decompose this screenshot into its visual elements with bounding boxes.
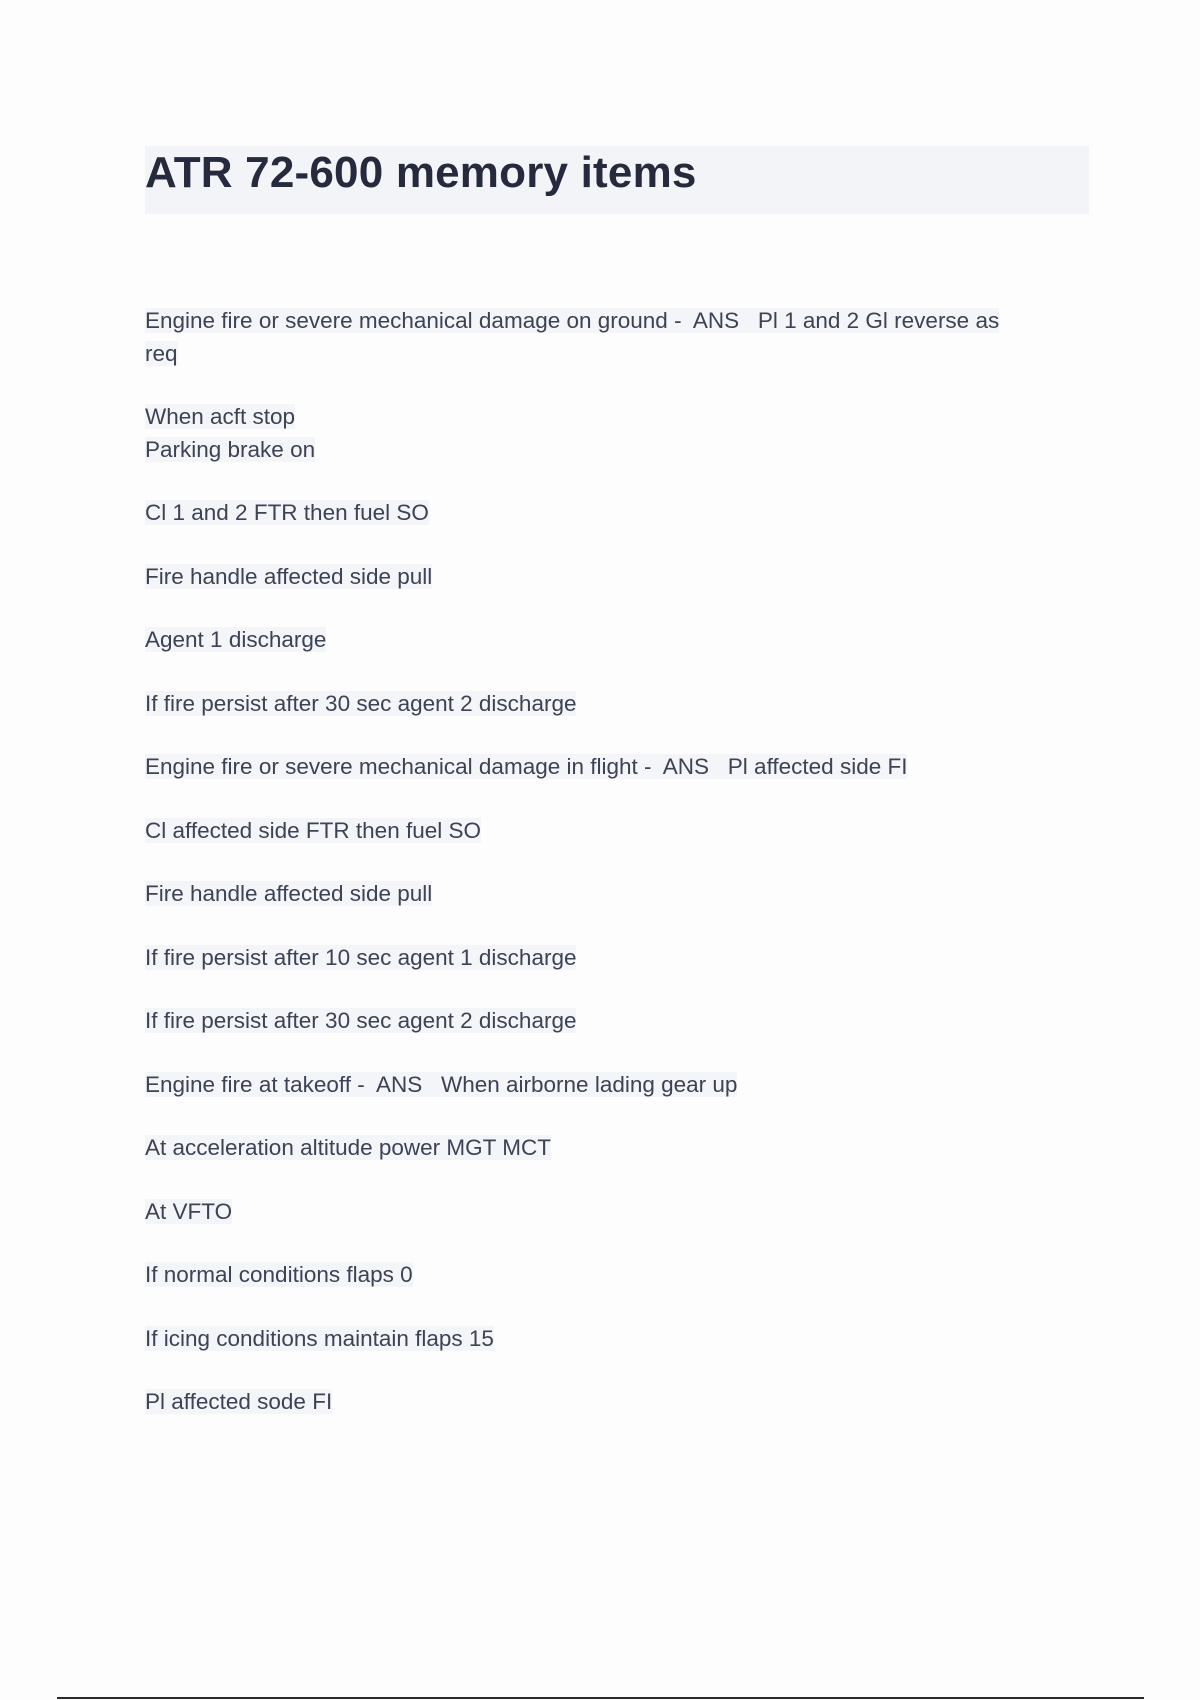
memory-item	[145, 1323, 1075, 1356]
memory-item	[145, 1196, 1075, 1229]
item-line: Cl 1 and 2 FTR then fuel SO	[145, 500, 429, 525]
item-line: Agent 1 discharge	[145, 627, 327, 652]
item-line: If icing conditions maintain flaps 15	[145, 1325, 494, 1351]
item-line: req	[145, 340, 178, 366]
memory-item	[145, 942, 1075, 975]
item-line: When acft stop	[145, 404, 296, 429]
page-title: ATR 72-600 memory items	[145, 148, 697, 197]
item-line: At VFTO	[145, 1198, 233, 1224]
memory-item	[145, 561, 1075, 594]
memory-item	[145, 401, 1075, 466]
memory-item	[145, 1132, 1075, 1165]
item-line: Engine fire or severe mechanical damage on ground - ANS Pl 1 and 2 Gl reverse as	[145, 308, 1000, 333]
item-line: Fire handle affected side pull	[145, 563, 433, 589]
memory-item	[145, 497, 1075, 530]
item-line: Pl affected sode FI	[145, 1389, 333, 1414]
item-line: If fire persist after 30 sec agent 2 discharge	[145, 1008, 577, 1033]
memory-item	[145, 751, 1075, 784]
memory-item	[145, 1005, 1075, 1038]
item-line: At acceleration altitude power MGT MCT	[145, 1135, 551, 1160]
item-line: Parking brake on	[145, 436, 316, 462]
item-line: If fire persist after 10 sec agent 1 discharge	[145, 944, 577, 970]
page-footer-rule	[57, 1697, 1144, 1699]
memory-item	[145, 1069, 1075, 1102]
memory-item	[145, 878, 1075, 911]
memory-item	[145, 624, 1075, 657]
item-line: If fire persist after 30 sec agent 2 discharge	[145, 690, 577, 716]
memory-item	[145, 1259, 1075, 1292]
memory-item	[145, 815, 1075, 848]
memory-item	[145, 1386, 1075, 1419]
item-line: Cl affected side FTR then fuel SO	[145, 817, 481, 843]
memory-item	[145, 305, 1075, 370]
item-line: Engine fire or severe mechanical damage in flight - ANS Pl affected side FI	[145, 754, 908, 779]
item-line: Engine fire at takeoff - ANS When airborne lading gear up	[145, 1071, 738, 1097]
item-line: If normal conditions flaps 0	[145, 1262, 413, 1287]
memory-item	[145, 688, 1075, 721]
memory-items-list	[145, 305, 1075, 1419]
item-line: Fire handle affected side pull	[145, 881, 433, 906]
